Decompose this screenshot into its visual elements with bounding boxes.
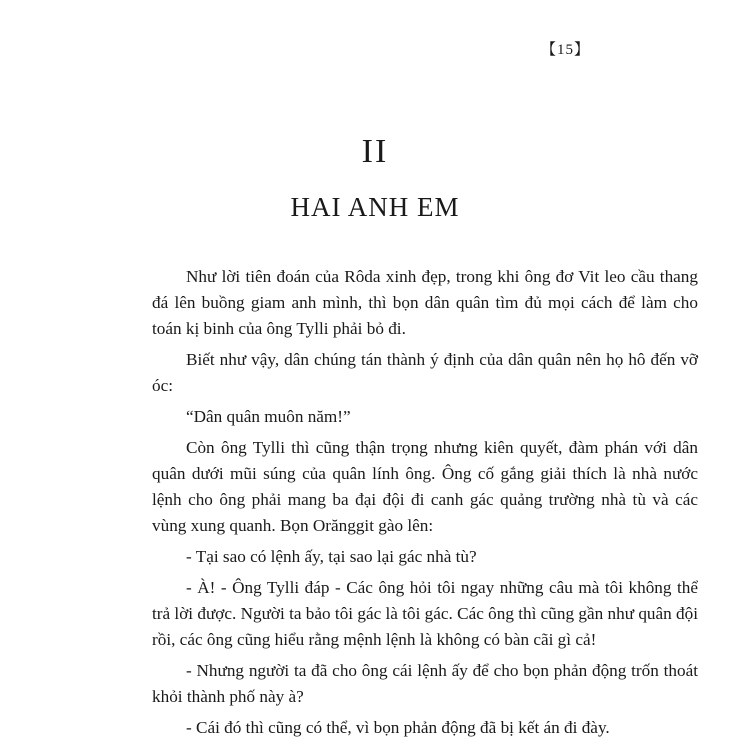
paragraph: “Dân quân muôn năm!” [186,407,351,426]
paragraph: - À! - Ông Tylli đáp - Các ông hỏi tôi ngay những câu mà tôi không thể trả lời được. Người ta bảo tôi gác là tôi gác. Các ông thì cũng gần như quân đội rồi, các ông cũng hiểu rằng mệnh lệnh là không có bàn cãi gì cả! [152,578,698,649]
paragraph: Như lời tiên đoán của Rôda xinh đẹp, trong khi ông đơ Vit leo cầu thang đá lên buồng giam anh mình, thì bọn dân quân tìm đủ mọi cách để làm cho toán kị binh của ông Tylli phải bỏ đi. [152,267,698,338]
paragraph: Biết như vậy, dân chúng tán thành ý định của dân quân nên họ hô đến vỡ óc: [152,350,698,395]
paragraph: Còn ông Tylli thì cũng thận trọng nhưng kiên quyết, đàm phán với dân quân dưới mũi súng của quân lính ông. Ông cố gắng giải thích là nhà nước lệnh cho ông phải mang ba đại đội đi canh gác quảng trường nhà tù và các vùng xung quanh. Bọn Orănggit gào lên: [152,438,698,535]
body-text [152,264,698,746]
paragraph: - Nhưng người ta đã cho ông cái lệnh ấy để cho bọn phản động trốn thoát khỏi thành phố này à? [152,661,698,706]
paragraph: - Tại sao có lệnh ấy, tại sao lại gác nhà tù? [186,547,477,566]
chapter-number: II [361,133,389,170]
paragraph: - Cái đó thì cũng có thể, vì bọn phản động đã bị kết án đi đày. [186,718,610,737]
page-number: 【15】 [541,42,591,58]
chapter-title: HAI ANH EM [290,192,460,222]
